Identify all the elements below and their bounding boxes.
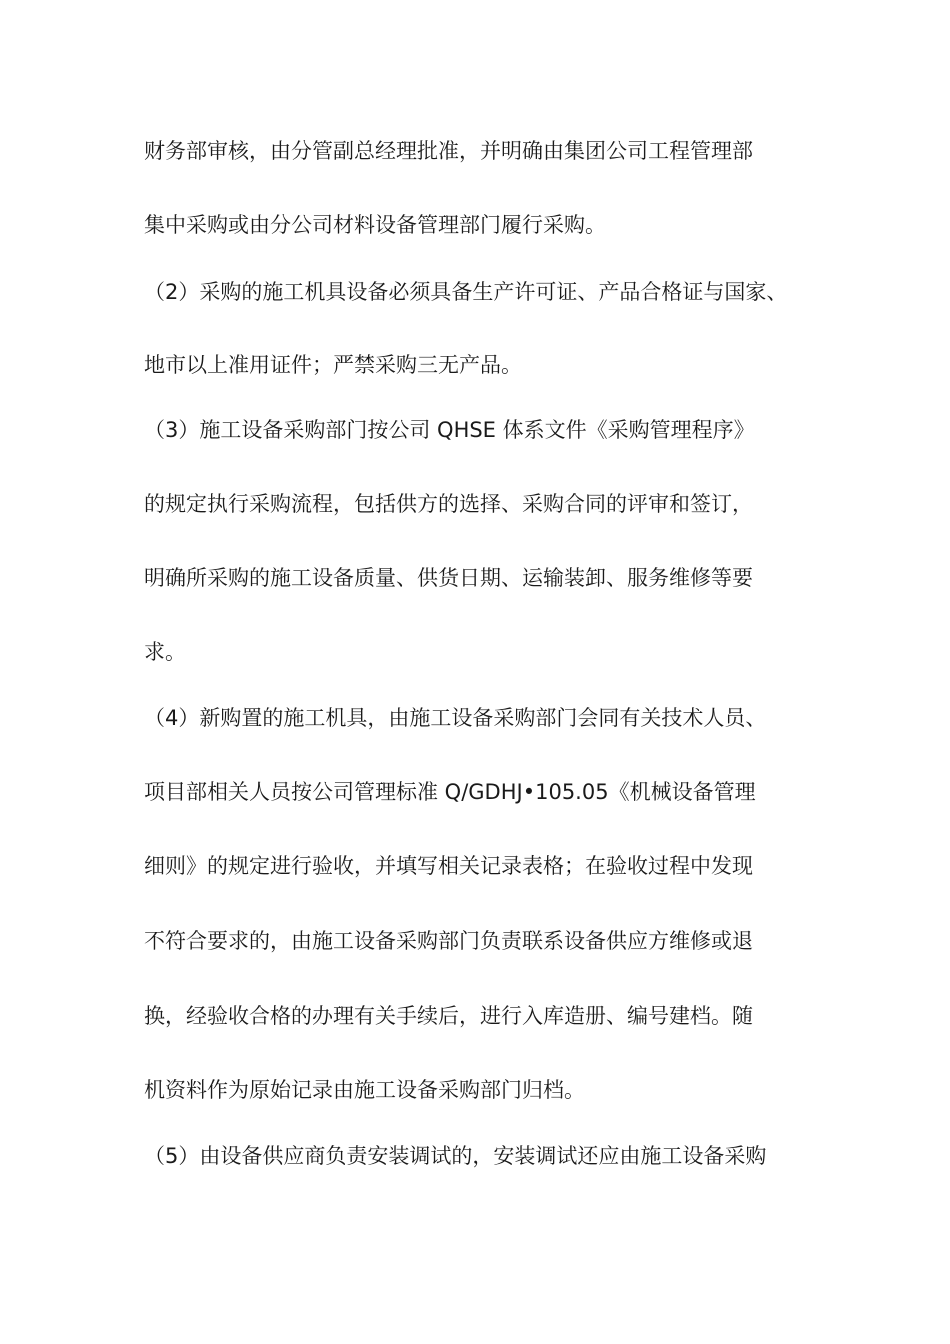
text-line: 换，经验收合格的办理有关手续后，进行入库造册、编号建档。随 [144,1004,753,1028]
text-line: 地市以上准用证件；严禁采购三无产品。 [144,353,522,377]
text-line: 集中采购或由分公司材料设备管理部门履行采购。 [144,213,606,237]
text-line: 财务部审核，由分管副总经理批准，并明确由集团公司工程管理部 [144,139,753,163]
text-line: 不符合要求的，由施工设备采购部门负责联系设备供应方维修或退 [144,929,753,953]
text-line: 细则》的规定进行验收，并填写相关记录表格；在验收过程中发现 [144,854,753,878]
paragraph-4-start: （4）新购置的施工机具，由施工设备采购部门会同有关技术人员、 [144,706,767,730]
paragraph-2-start: （2）采购的施工机具设备必须具备生产许可证、产品合格证与国家、 [144,280,788,304]
text-line: 机资料作为原始记录由施工设备采购部门归档。 [144,1078,585,1102]
paragraph-3-start: （3）施工设备采购部门按公司 QHSE 体系文件《采购管理程序》 [144,418,755,442]
text-line: 的规定执行采购流程，包括供方的选择、采购合同的评审和签订， [144,492,753,516]
text-line: 明确所采购的施工设备质量、供货日期、运输装卸、服务维修等要 [144,566,753,590]
paragraph-5-start: （5）由设备供应商负责安装调试的，安装调试还应由施工设备采购 [144,1144,767,1168]
text-line: 项目部相关人员按公司管理标准 Q/GDHJ•105.05《机械设备管理 [144,780,756,804]
text-line: 求。 [144,640,186,664]
